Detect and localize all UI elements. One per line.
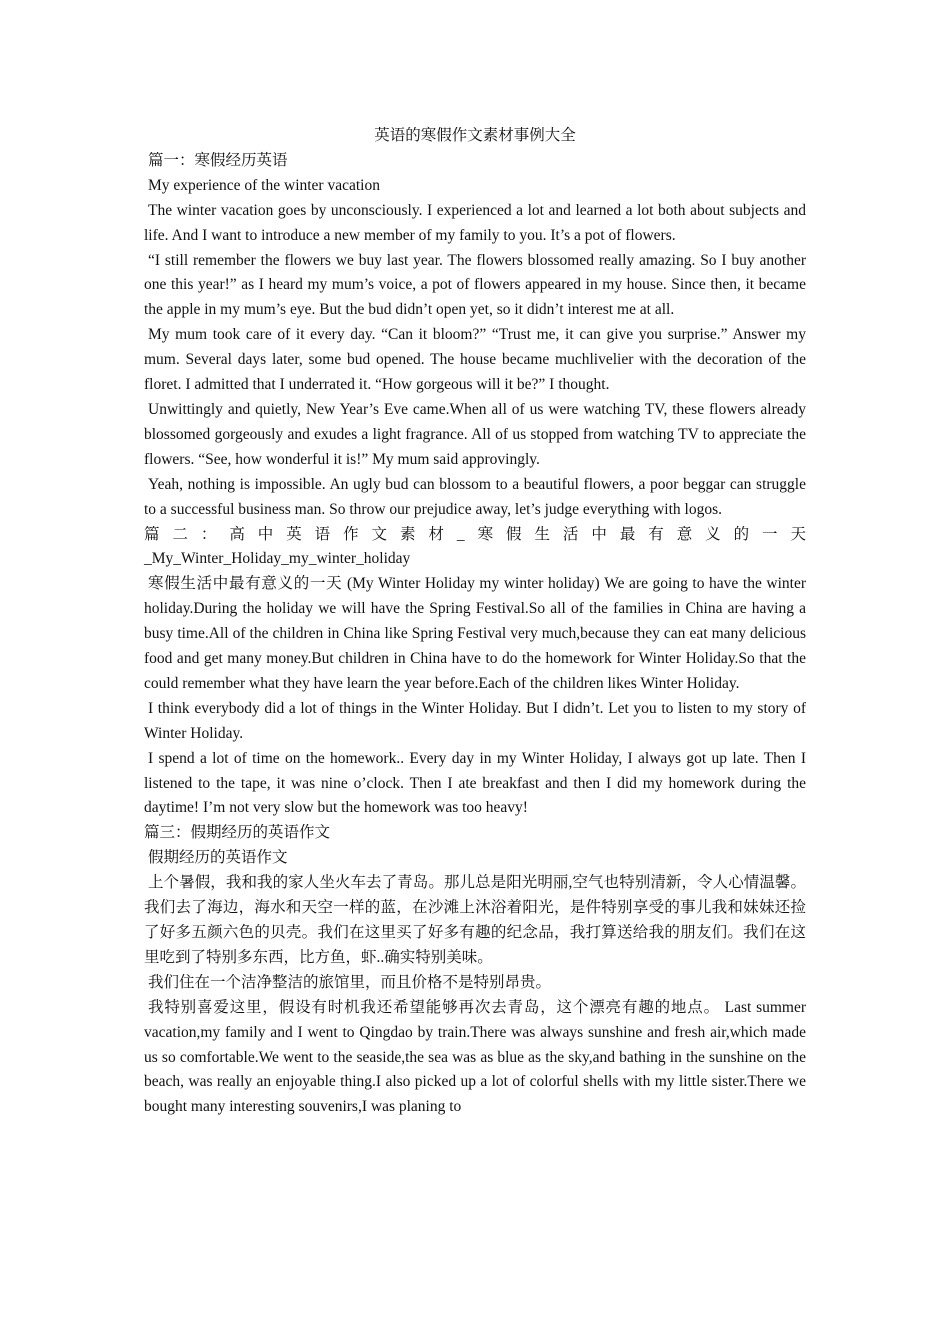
- paragraph: 上个暑假，我和我的家人坐火车去了青岛。那儿总是阳光明丽,空气也特别清新，令人心情温馨。我们去了海边，海水和天空一样的蓝，在沙滩上沐浴着阳光，是件特别享受的事儿我和妹妹还捡了好多五颜六色的贝壳。我们在这里买了好多有趣的纪念品，我打算送给我的朋友们。我们在这里吃到了特别多东西，比方鱼，虾..确实特别美味。: [144, 874, 806, 966]
- paragraph: 我们住在一个洁净整洁的旅馆里，而且价格不是特别昂贵。: [148, 973, 552, 991]
- document-title: 英语的寒假作文素材事例大全: [374, 127, 576, 144]
- paragraph: The winter vacation goes by unconsciously. I experienced a lot and learned a lot both about subjects and life. And I want to introduce a new member of my family to you. It’s a pot of flowers.: [144, 201, 806, 244]
- section1-heading: 篇一：寒假经历英语: [148, 151, 288, 169]
- paragraph: My mum took care of it every day. “Can it bloom?” “Trust me, it can give you surprise.” Answer my mum. Several days later, some bud opened. The house became muchlivelier with the decoration of the floret. I admitted that I underrated it. “How gorgeous will it be?” I thought.: [144, 326, 806, 394]
- paragraph: “I still remember the flowers we buy last year. The flowers blossomed really amazing. So I buy another one this year!” as I heard my mum’s voice, a pot of flowers appeared in my house. Since then, it became the apple in my mum’s eye. But the bud didn’t open yet, so it didn’t interest me at all.: [144, 251, 806, 319]
- section3-heading: 篇三：假期经历的英语作文: [144, 824, 331, 842]
- paragraph: Unwittingly and quietly, New Year’s Eve came.When all of us were watching TV, these flowers already blossomed gorgeously and exudes a light fragrance. All of us stopped from watching TV to appreciate the flowers. “See, how wonderful it is!” My mum said approvingly.: [144, 400, 806, 468]
- section3-subtitle: 假期经历的英语作文: [148, 849, 288, 867]
- paragraph: 我特别喜爱这里，假设有时机我还希望能够再次去青岛，这个漂亮有趣的地点。 Last summer vacation,my family and I went to Qingdao by train.There was always sunshine and fresh air,which made us so comfortable.We went to the seaside,the sea was as blue as the sky,and bathing in the sunshine on the beach, was really an enjoyable thing.I also picked up a lot of colorful shells with my little sister.There we bought many interesting souvenirs,I was planing to: [144, 998, 806, 1116]
- paragraph: 寒假生活中最有意义的一天 (My Winter Holiday my winter holiday) We are going to have the winter holiday.During the holiday we will have the Spring Festival.So all of the families in China are having a busy time.All of the children in China like Spring Festival very much,because they can eat many delicious food and get many money.But children in China have to do the homework for Winter Holiday.So that the could remember what they have learn the year before.Each of the children likes Winter Holiday.: [144, 575, 806, 692]
- paragraph: I think everybody did a lot of things in the Winter Holiday. But I didn’t. Let you to listen to my story of Winter Holiday.: [144, 699, 806, 742]
- section1-subtitle: My experience of the winter vacation: [148, 176, 380, 194]
- paragraph: I spend a lot of time on the homework.. Every day in my Winter Holiday, I always got up late. Then I listened to the tape, it was nine o’clock. Then I ate breakfast and then I did my homework during the daytime! I’m not very slow but the homework was too heavy!: [144, 749, 806, 817]
- section2-heading-continued: _My_Winter_Holiday_my_winter_holiday: [144, 550, 411, 568]
- document-page: [144, 124, 806, 1120]
- paragraph: Yeah, nothing is impossible. An ugly bud can blossom to a beautiful flowers, a poor beggar can struggle to a successful business man. So throw our prejudice away, let’s judge everything with logos.: [144, 475, 806, 518]
- section2-heading: 篇二：高中英语作文素材_寒假生活中最有意义的一天: [144, 525, 806, 543]
